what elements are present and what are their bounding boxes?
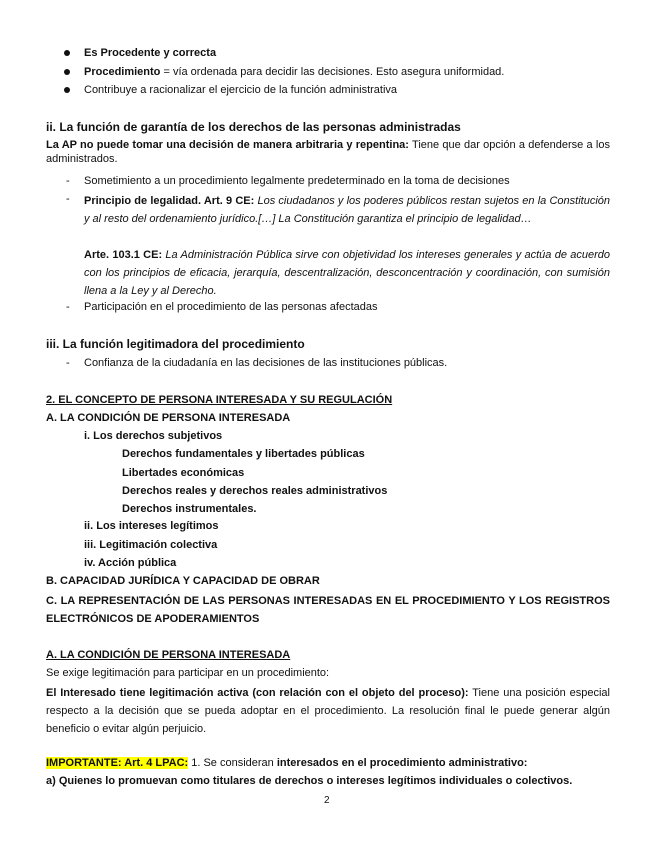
art-103-quote: La Administración Pública sirve con objetividad los intereses generales y actúa de acuerdo con los principios de eficacia, jerarquía, descentralización, desconcentración y coordinación, con sumisión llena a la Ley y al Derecho. — [84, 249, 611, 297]
bullet-item — [84, 65, 504, 79]
legality-bold: Principio de legalidad. Art. 9 CE: — [84, 195, 255, 207]
section-ii-item3: Participación en el procedimiento de las personas afectadas — [84, 301, 378, 313]
bullet-bold: Es Procedente y correcta — [84, 47, 217, 59]
bullet-icon — [64, 87, 70, 93]
page-number: 2 — [324, 795, 330, 806]
section-ii-title: ii. La función de garantía de los derechos de las personas administradas — [46, 120, 461, 134]
dash-icon: - — [66, 175, 70, 187]
section-ii-intro-rest: Tiene que dar opción a defenderse a los administrados. — [46, 139, 610, 165]
art-103-block — [84, 246, 610, 300]
important-num: 1. Se consideran — [188, 757, 277, 769]
section-a-para-bold: El Interesado tiene legitimación activa (con relación con el objeto del proceso): — [46, 687, 469, 699]
roman-item: ii. Los intereses legítimos — [84, 520, 219, 532]
roman-item: iii. Legitimación colectiva — [84, 539, 218, 551]
section-ii-intro-bold: La AP no puede tomar una decisión de manera arbitraria y repentina: — [46, 139, 409, 151]
section-ii-item2 — [84, 192, 610, 228]
important-highlight: IMPORTANTE: Art. 4 LPAC: — [46, 757, 189, 769]
section-a-para-rest: Tiene una posición especial respecto a la decisión que se pueda adoptar en el procedimiento. La resolución final le puede generar algún beneficio o evitar algún perjuicio. — [46, 687, 610, 735]
bullet-item — [84, 83, 397, 97]
sub-item: Derechos instrumentales. — [122, 503, 257, 515]
bullet-text: = vía ordenada para decidir las decisiones. Esto asegura uniformidad. — [160, 66, 505, 78]
bullet-item — [84, 46, 216, 60]
section-2-c-title: C. LA REPRESENTACIÓN DE LAS PERSONAS INTERESADAS EN EL PROCEDIMIENTO Y LOS REGISTROS ELECTRÓNICOS DE APODERAMIENTOS — [46, 595, 610, 625]
section-2-title: 2. EL CONCEPTO DE PERSONA INTERESADA Y SU REGULACIÓN — [46, 394, 393, 406]
section-2-i-title: i. Los derechos subjetivos — [84, 430, 223, 442]
bullet-text: Contribuye a racionalizar el ejercicio de la función administrativa — [84, 84, 398, 96]
sub-item: Derechos fundamentales y libertades públicas — [122, 448, 365, 460]
art-103-bold: Arte. 103.1 CE: — [84, 249, 163, 261]
section-a-title: A. LA CONDICIÓN DE PERSONA INTERESADA — [46, 649, 291, 661]
section-2-b-title: B. CAPACIDAD JURÍDICA Y CAPACIDAD DE OBRAR — [46, 575, 320, 587]
bullet-icon — [64, 69, 70, 75]
section-ii-item1: Sometimiento a un procedimiento legalmente predeterminado en la toma de decisiones — [84, 175, 510, 187]
section-iii-item1: Confianza de la ciudadanía en las decisiones de las instituciones públicas. — [84, 357, 448, 369]
dash-icon: - — [66, 301, 70, 313]
section-a-line1: Se exige legitimación para participar en un procedimiento: — [46, 667, 330, 679]
section-2-a-title: A. LA CONDICIÓN DE PERSONA INTERESADA — [46, 412, 291, 424]
bullet-icon — [64, 50, 70, 56]
bullet-bold: Procedimiento — [84, 66, 161, 78]
sub-item: Libertades económicas — [122, 467, 245, 479]
legality-quote: Los ciudadanos y los poderes públicos restan sujetos en la Constitución y al resto del ordenamiento jurídico.[…] La Constitución garantiza el principio de legalidad… — [84, 195, 611, 225]
important-line — [46, 756, 527, 770]
section-ii-intro — [46, 138, 610, 166]
important-bold: interesados en el procedimiento administrativo: — [276, 757, 528, 769]
section-a-paragraph — [46, 684, 610, 738]
article-item-a: a) Quienes lo promuevan como titulares de derechos o intereses legítimos individuales o colectivos. — [46, 775, 573, 787]
roman-item: iv. Acción pública — [84, 557, 177, 569]
sub-item: Derechos reales y derechos reales administrativos — [122, 485, 388, 497]
dash-icon: - — [66, 193, 70, 205]
dash-icon: - — [66, 357, 70, 369]
section-iii-title: iii. La función legitimadora del procedimiento — [46, 337, 305, 351]
